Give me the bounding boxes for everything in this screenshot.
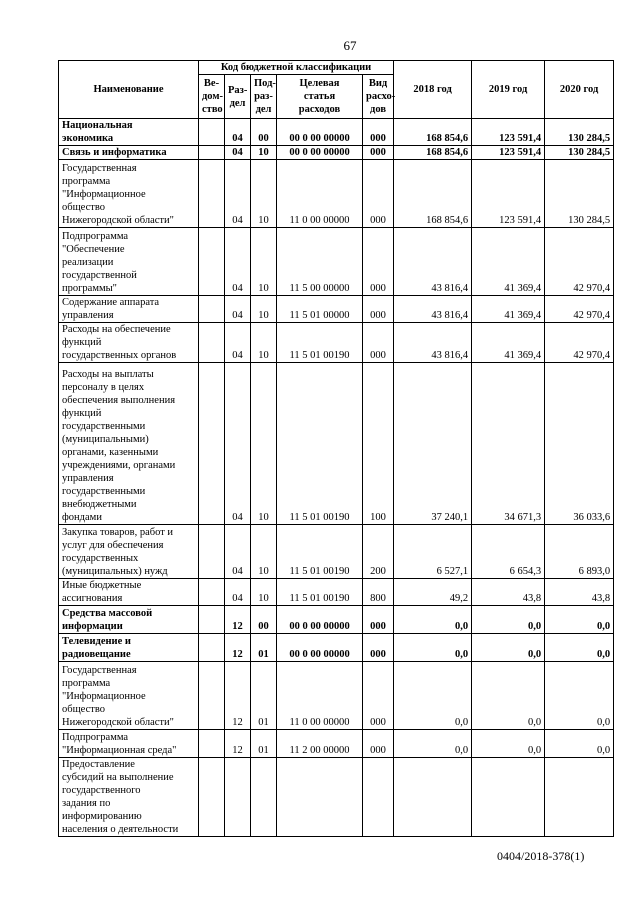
row-podrazdel: 01 xyxy=(251,662,277,730)
row-vid: 000 xyxy=(363,296,394,323)
header-2020: 2020 год xyxy=(545,61,614,119)
row-razdel: 04 xyxy=(225,146,251,160)
row-podrazdel: 01 xyxy=(251,634,277,662)
row-vid: 800 xyxy=(363,579,394,606)
table-row xyxy=(59,296,614,323)
table-row xyxy=(59,146,614,160)
table-row xyxy=(59,662,614,730)
row-podrazdel: 10 xyxy=(251,160,277,228)
row-podrazdel: 10 xyxy=(251,146,277,160)
row-name: Связь и информатика xyxy=(59,146,199,160)
row-celevaya: 11 5 01 00190 xyxy=(277,363,363,525)
row-name: Иные бюджетные ассигнования xyxy=(59,579,199,606)
table-row xyxy=(59,119,614,146)
row-2018: 168 854,6 xyxy=(394,160,472,228)
row-celevaya: 11 5 01 00190 xyxy=(277,323,363,363)
row-2019: 6 654,3 xyxy=(472,525,545,579)
row-2018: 6 527,1 xyxy=(394,525,472,579)
row-vid: 000 xyxy=(363,662,394,730)
row-2020: 42 970,4 xyxy=(545,296,614,323)
row-podrazdel xyxy=(251,758,277,837)
header-razdel: Раз- дел xyxy=(225,75,251,119)
row-vedomstvo xyxy=(199,119,225,146)
row-2018: 43 816,4 xyxy=(394,228,472,296)
row-2018: 0,0 xyxy=(394,662,472,730)
row-2019: 34 671,3 xyxy=(472,363,545,525)
row-vid: 000 xyxy=(363,730,394,758)
row-2020: 6 893,0 xyxy=(545,525,614,579)
row-name: Подпрограмма "Информационная среда" xyxy=(59,730,199,758)
row-vedomstvo xyxy=(199,662,225,730)
row-2018: 0,0 xyxy=(394,730,472,758)
table-row xyxy=(59,228,614,296)
row-vid: 000 xyxy=(363,146,394,160)
row-razdel: 04 xyxy=(225,119,251,146)
row-2018: 37 240,1 xyxy=(394,363,472,525)
row-2019: 0,0 xyxy=(472,606,545,634)
row-2019: 43,8 xyxy=(472,579,545,606)
header-vedomstvo: Ве- дом- ство xyxy=(199,75,225,119)
row-2019: 41 369,4 xyxy=(472,296,545,323)
row-celevaya: 11 0 00 00000 xyxy=(277,662,363,730)
row-2020: 0,0 xyxy=(545,634,614,662)
row-razdel: 04 xyxy=(225,323,251,363)
row-celevaya: 00 0 00 00000 xyxy=(277,606,363,634)
row-name: Подпрограмма "Обеспечение реализации государственной программы" xyxy=(59,228,199,296)
table-row xyxy=(59,606,614,634)
row-podrazdel: 00 xyxy=(251,606,277,634)
row-vedomstvo xyxy=(199,323,225,363)
row-celevaya: 11 2 00 00000 xyxy=(277,730,363,758)
header-celevaya: Целевая статья расходов xyxy=(277,75,363,119)
row-vid: 000 xyxy=(363,228,394,296)
row-celevaya: 00 0 00 00000 xyxy=(277,119,363,146)
row-2020: 36 033,6 xyxy=(545,363,614,525)
row-2019 xyxy=(472,758,545,837)
row-vid: 000 xyxy=(363,119,394,146)
row-2018: 168 854,6 xyxy=(394,119,472,146)
row-razdel: 04 xyxy=(225,160,251,228)
row-vedomstvo xyxy=(199,525,225,579)
row-vid xyxy=(363,758,394,837)
row-celevaya xyxy=(277,758,363,837)
row-celevaya: 11 0 00 00000 xyxy=(277,160,363,228)
row-razdel: 04 xyxy=(225,296,251,323)
row-vedomstvo xyxy=(199,228,225,296)
row-2019: 41 369,4 xyxy=(472,323,545,363)
table-row xyxy=(59,579,614,606)
table-header xyxy=(59,61,614,119)
header-vid: Вид расхо- дов xyxy=(363,75,394,119)
row-razdel: 12 xyxy=(225,730,251,758)
row-2018: 49,2 xyxy=(394,579,472,606)
row-2020: 43,8 xyxy=(545,579,614,606)
row-podrazdel: 10 xyxy=(251,323,277,363)
row-2020: 0,0 xyxy=(545,730,614,758)
budget-table xyxy=(58,60,614,837)
row-2019: 41 369,4 xyxy=(472,228,545,296)
row-vedomstvo xyxy=(199,160,225,228)
row-celevaya: 00 0 00 00000 xyxy=(277,146,363,160)
row-name: Предоставление субсидий на выполнение государственного задания по информированию населения о деятельности xyxy=(59,758,199,837)
row-2018: 0,0 xyxy=(394,634,472,662)
row-2020: 42 970,4 xyxy=(545,228,614,296)
row-name: Телевидение и радиовещание xyxy=(59,634,199,662)
row-razdel: 04 xyxy=(225,228,251,296)
row-celevaya: 11 5 01 00190 xyxy=(277,579,363,606)
row-name: Национальная экономика xyxy=(59,119,199,146)
row-2020: 130 284,5 xyxy=(545,146,614,160)
table-body xyxy=(59,119,614,837)
row-2018: 168 854,6 xyxy=(394,146,472,160)
row-2019: 0,0 xyxy=(472,634,545,662)
row-2020: 0,0 xyxy=(545,606,614,634)
row-vid: 000 xyxy=(363,323,394,363)
row-vedomstvo xyxy=(199,296,225,323)
header-name: Наименование xyxy=(59,61,199,119)
row-vid: 000 xyxy=(363,606,394,634)
row-2018: 0,0 xyxy=(394,606,472,634)
row-name: Содержание аппарата управления xyxy=(59,296,199,323)
row-celevaya: 11 5 00 00000 xyxy=(277,228,363,296)
row-celevaya: 11 5 01 00190 xyxy=(277,525,363,579)
row-podrazdel: 10 xyxy=(251,363,277,525)
row-podrazdel: 01 xyxy=(251,730,277,758)
row-vedomstvo xyxy=(199,758,225,837)
table-row xyxy=(59,730,614,758)
header-podrazdel: Под- раз- дел xyxy=(251,75,277,119)
row-2020 xyxy=(545,758,614,837)
row-name: Расходы на выплаты персоналу в целях обеспечения выполнения функций государственными (муниципальными) органами, казенными учреждениями, органами управления государственными внебюджетными фондами xyxy=(59,363,199,525)
page-number: 67 xyxy=(343,38,357,53)
table-row xyxy=(59,634,614,662)
row-2019: 0,0 xyxy=(472,662,545,730)
row-name: Государственная программа "Информационное общество Нижегородской области" xyxy=(59,160,199,228)
row-name: Расходы на обеспечение функций государственных органов xyxy=(59,323,199,363)
row-razdel: 04 xyxy=(225,579,251,606)
table-row xyxy=(59,363,614,525)
row-razdel: 12 xyxy=(225,634,251,662)
row-name: Закупка товаров, работ и услуг для обеспечения государственных (муниципальных) нужд xyxy=(59,525,199,579)
row-vid: 200 xyxy=(363,525,394,579)
row-2018: 43 816,4 xyxy=(394,323,472,363)
row-razdel: 12 xyxy=(225,606,251,634)
row-razdel: 04 xyxy=(225,363,251,525)
row-2020: 130 284,5 xyxy=(545,119,614,146)
row-podrazdel: 10 xyxy=(251,296,277,323)
row-2020: 0,0 xyxy=(545,662,614,730)
row-2020: 130 284,5 xyxy=(545,160,614,228)
table-row xyxy=(59,160,614,228)
header-code-group: Код бюджетной классификации xyxy=(199,61,394,75)
row-razdel xyxy=(225,758,251,837)
header-2019: 2019 год xyxy=(472,61,545,119)
row-name: Средства массовой информации xyxy=(59,606,199,634)
row-vid: 000 xyxy=(363,160,394,228)
footer-code: 0404/2018-378(1) xyxy=(497,849,585,863)
row-razdel: 04 xyxy=(225,525,251,579)
row-vid: 000 xyxy=(363,634,394,662)
row-vedomstvo xyxy=(199,730,225,758)
row-name: Государственная программа "Информационное общество Нижегородской области" xyxy=(59,662,199,730)
header-2018: 2018 год xyxy=(394,61,472,119)
row-celevaya: 00 0 00 00000 xyxy=(277,634,363,662)
row-podrazdel: 00 xyxy=(251,119,277,146)
table-row xyxy=(59,758,614,837)
row-vedomstvo xyxy=(199,634,225,662)
row-celevaya: 11 5 01 00000 xyxy=(277,296,363,323)
row-vedomstvo xyxy=(199,363,225,525)
row-2018: 43 816,4 xyxy=(394,296,472,323)
row-podrazdel: 10 xyxy=(251,228,277,296)
table-row xyxy=(59,525,614,579)
row-podrazdel: 10 xyxy=(251,525,277,579)
row-vedomstvo xyxy=(199,146,225,160)
row-2019: 0,0 xyxy=(472,730,545,758)
row-2019: 123 591,4 xyxy=(472,146,545,160)
row-podrazdel: 10 xyxy=(251,579,277,606)
row-vid: 100 xyxy=(363,363,394,525)
table-row xyxy=(59,323,614,363)
row-2019: 123 591,4 xyxy=(472,119,545,146)
row-razdel: 12 xyxy=(225,662,251,730)
row-2020: 42 970,4 xyxy=(545,323,614,363)
row-vedomstvo xyxy=(199,606,225,634)
row-vedomstvo xyxy=(199,579,225,606)
row-2018 xyxy=(394,758,472,837)
row-2019: 123 591,4 xyxy=(472,160,545,228)
